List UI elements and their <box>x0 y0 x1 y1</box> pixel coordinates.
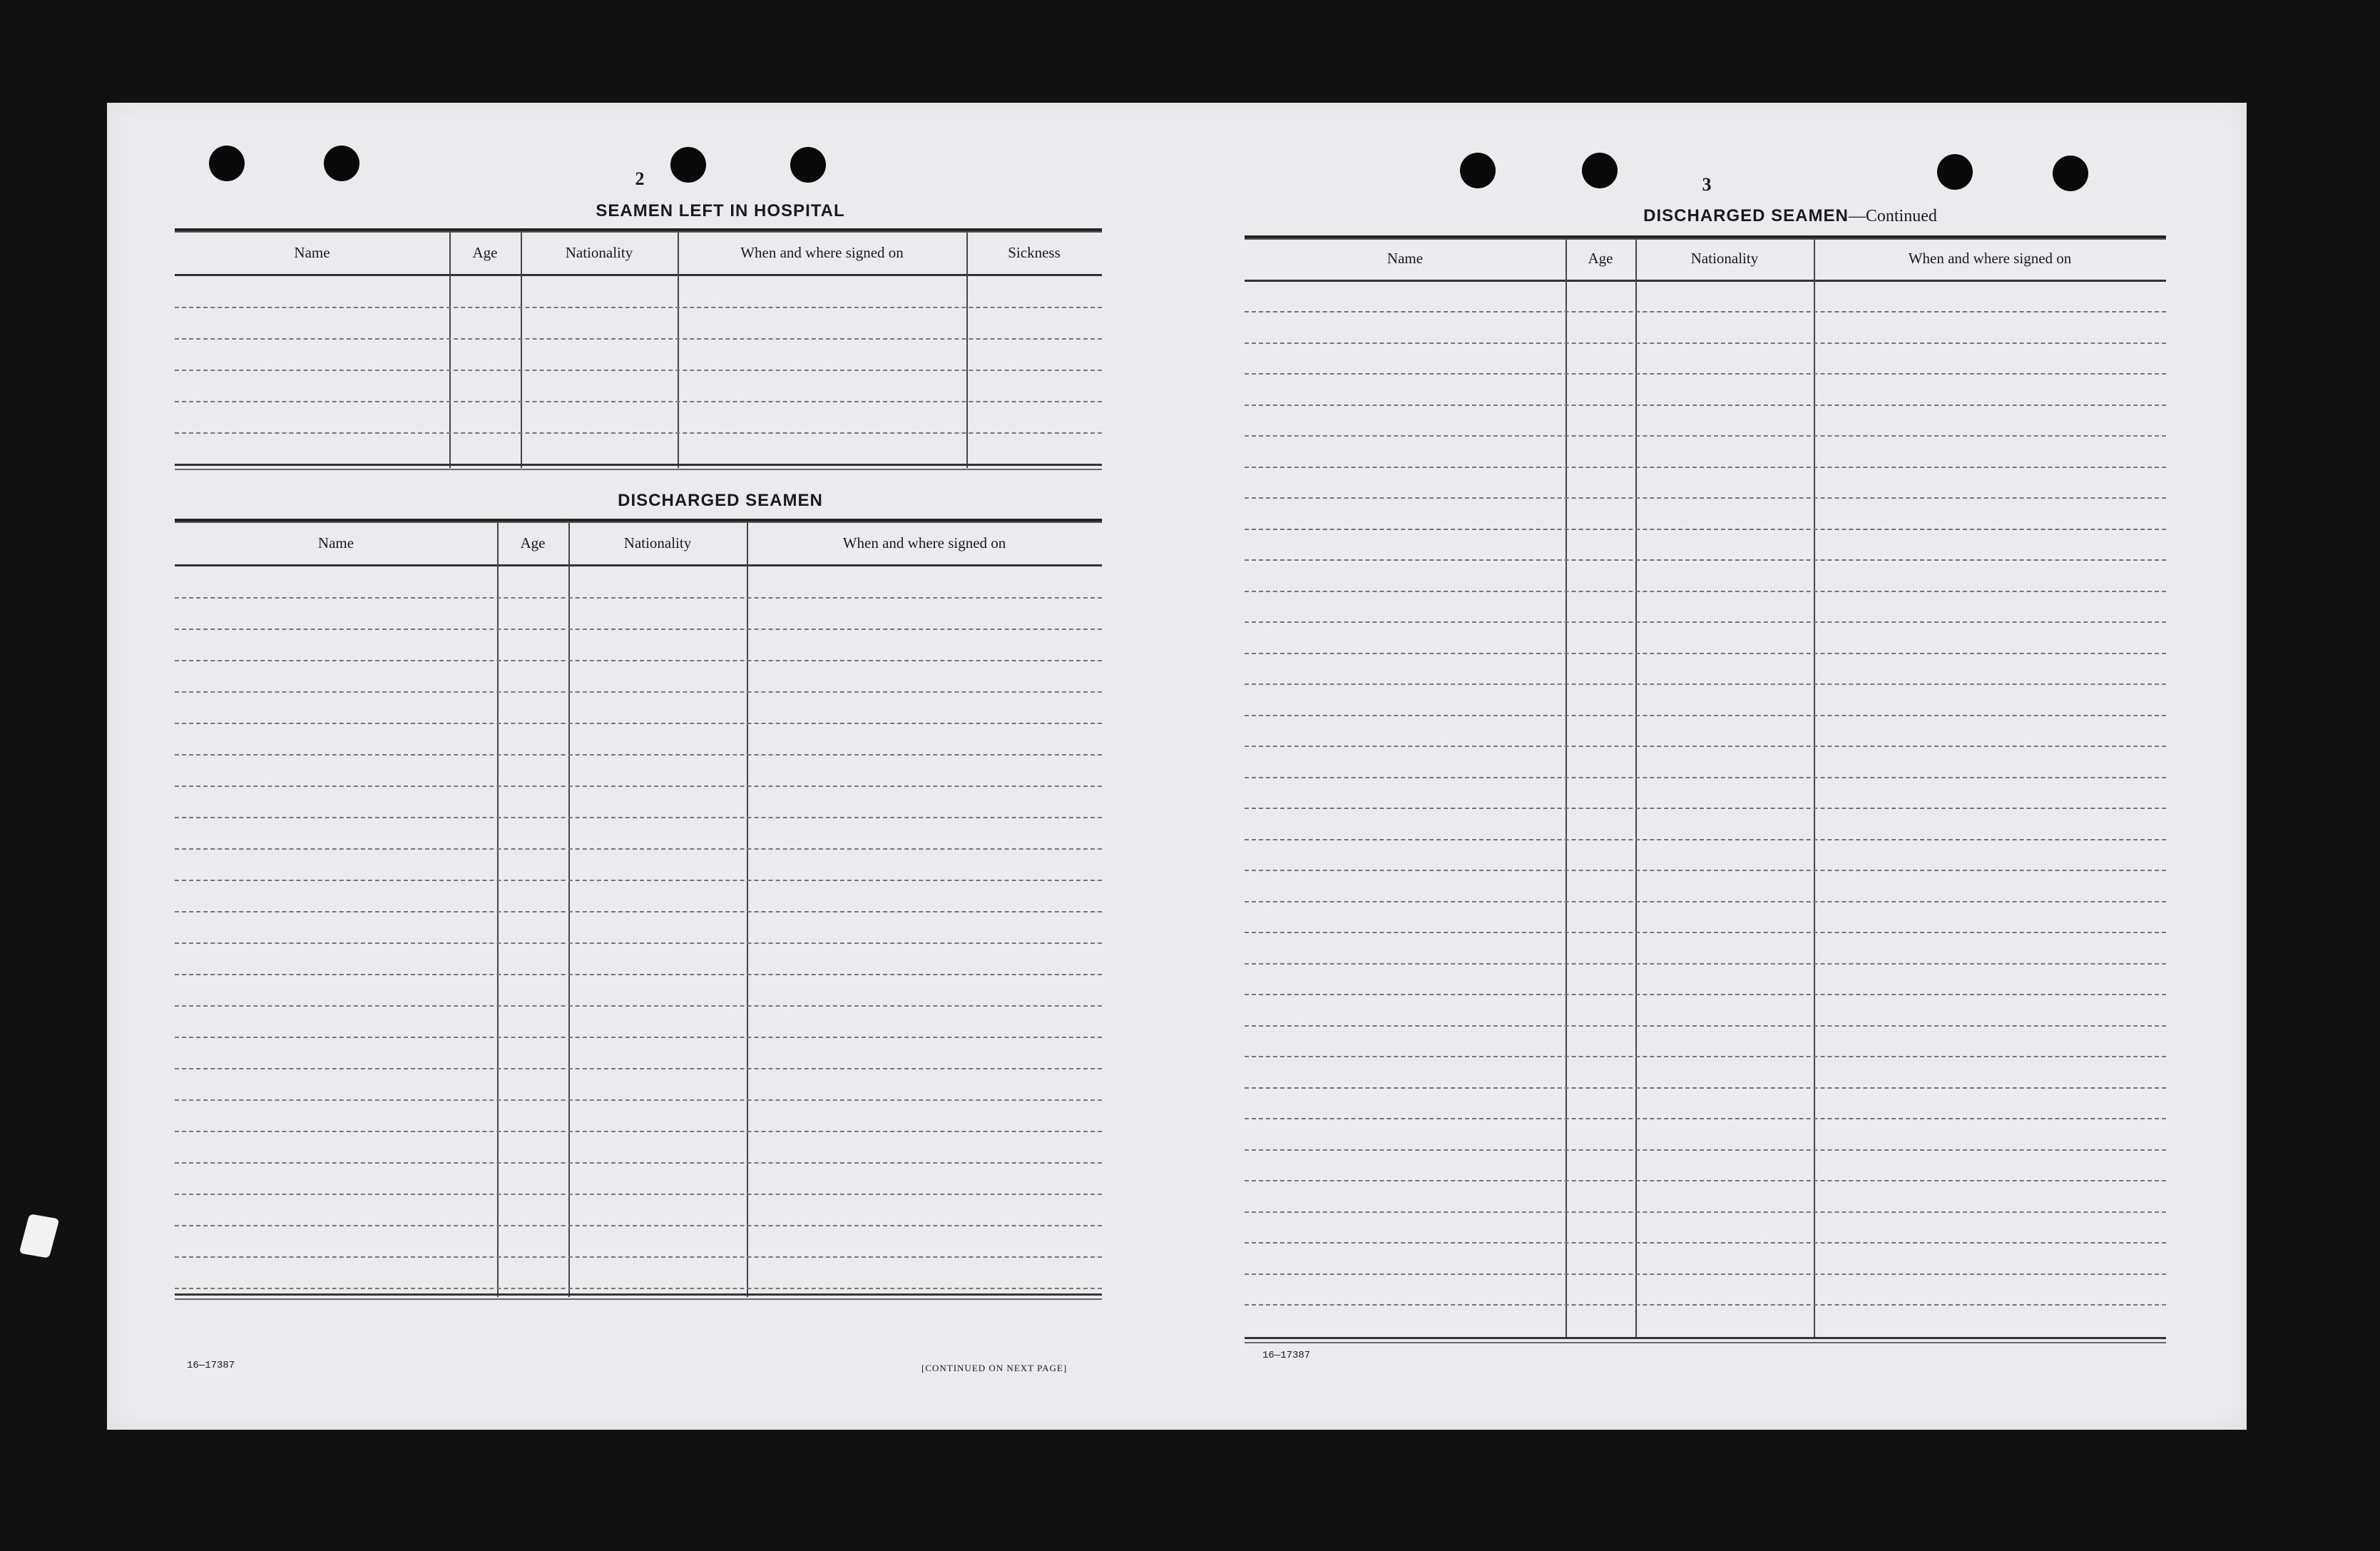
table-row <box>1245 435 2166 437</box>
table-row <box>175 911 1102 912</box>
form-code-right: 16—17387 <box>1262 1350 1311 1361</box>
punch-hole <box>1460 153 1496 188</box>
column-header-age: Age <box>472 244 498 261</box>
punch-hole <box>790 147 826 183</box>
table-row <box>175 754 1102 756</box>
discharged-continued-title <box>1434 206 2147 226</box>
punch-hole <box>324 146 359 181</box>
table-row <box>1245 621 2166 623</box>
column-header-nationality: Nationality <box>1690 250 1759 267</box>
column-header-age: Age <box>1588 250 1613 267</box>
table-row <box>175 942 1102 944</box>
table-row <box>175 723 1102 724</box>
table-row <box>175 785 1102 787</box>
discharged-table-right <box>1245 235 2166 1348</box>
column-header-name: Name <box>1386 250 1424 267</box>
table-row <box>1245 405 2166 406</box>
table-row <box>1245 1025 2166 1027</box>
table-row <box>175 338 1102 340</box>
table-row <box>1245 653 2166 654</box>
page-number-right: 3 <box>1702 174 1712 195</box>
table-row <box>175 848 1102 850</box>
column-header-signed-on: When and where signed on <box>740 244 904 261</box>
column-header-name: Name <box>317 534 354 551</box>
table-row <box>175 1288 1102 1289</box>
table-row <box>1245 746 2166 747</box>
table-row <box>175 1256 1102 1258</box>
table-row <box>1245 467 2166 468</box>
table-row <box>1245 1180 2166 1181</box>
table-row <box>1245 1273 2166 1275</box>
table-row <box>175 880 1102 881</box>
table-row <box>175 1131 1102 1132</box>
column-header-signed-on: When and where signed on <box>842 534 1006 551</box>
form-sheet <box>107 103 2247 1430</box>
page-number-left: 2 <box>635 168 645 189</box>
table-row <box>175 817 1102 818</box>
table-row <box>1245 529 2166 530</box>
table-row <box>1245 963 2166 965</box>
table-row <box>1245 373 2166 375</box>
discharged-table-left <box>175 519 1102 1300</box>
table-row <box>175 597 1102 599</box>
punch-hole <box>670 147 706 183</box>
column-header-age: Age <box>520 534 546 551</box>
table-row <box>1245 932 2166 933</box>
table-row <box>175 1068 1102 1069</box>
discharged-continued-title-main: DISCHARGED SEAMEN <box>1643 206 1849 225</box>
table-row <box>1245 559 2166 561</box>
table-row <box>1245 1118 2166 1119</box>
table-row <box>175 401 1102 402</box>
form-code-left: 16—17387 <box>187 1360 235 1371</box>
table-row <box>1245 1304 2166 1306</box>
column-header-nationality: Nationality <box>565 244 633 261</box>
column-header-signed-on: When and where signed on <box>1908 250 2072 267</box>
table-row <box>1245 808 2166 809</box>
discharged-continued-suffix: —Continued <box>1848 207 1937 225</box>
table-row <box>175 660 1102 661</box>
table-row <box>1245 311 2166 312</box>
punch-hole <box>209 146 245 181</box>
table-row <box>1245 777 2166 778</box>
table-row <box>1245 715 2166 716</box>
table-row <box>1245 497 2166 499</box>
table-row <box>175 1037 1102 1038</box>
table-row <box>175 1099 1102 1101</box>
punch-hole <box>1937 154 1973 190</box>
table-row <box>175 1162 1102 1164</box>
table-row <box>175 691 1102 693</box>
punch-hole <box>2053 156 2088 191</box>
table-row <box>175 1005 1102 1007</box>
table-row <box>175 1194 1102 1195</box>
table-row <box>175 432 1102 434</box>
continued-note: [CONTINUED ON NEXT PAGE] <box>921 1363 1068 1373</box>
table-row <box>1245 683 2166 685</box>
table-row <box>1245 1242 2166 1244</box>
table-row <box>175 1225 1102 1226</box>
table-row <box>1245 1149 2166 1151</box>
column-header-sickness: Sickness <box>1008 244 1061 261</box>
table-row <box>175 629 1102 630</box>
hospital-section-title: SEAMEN LEFT IN HOSPITAL <box>596 201 845 220</box>
table-row <box>175 370 1102 371</box>
punch-hole <box>1582 153 1618 188</box>
discharged-section-title: DISCHARGED SEAMEN <box>618 491 823 510</box>
table-row <box>1245 870 2166 871</box>
table-row <box>1245 1056 2166 1057</box>
table-row <box>1245 1087 2166 1089</box>
table-row <box>1245 1211 2166 1213</box>
column-header-nationality: Nationality <box>623 534 692 551</box>
table-row <box>1245 839 2166 840</box>
table-row <box>1245 901 2166 902</box>
column-header-name: Name <box>294 244 330 261</box>
table-row <box>1245 994 2166 995</box>
table-row <box>175 307 1102 308</box>
hospital-table <box>175 228 1102 471</box>
paper-scrap <box>19 1214 60 1258</box>
table-row <box>1245 342 2166 344</box>
table-row <box>1245 591 2166 592</box>
table-row <box>175 974 1102 975</box>
